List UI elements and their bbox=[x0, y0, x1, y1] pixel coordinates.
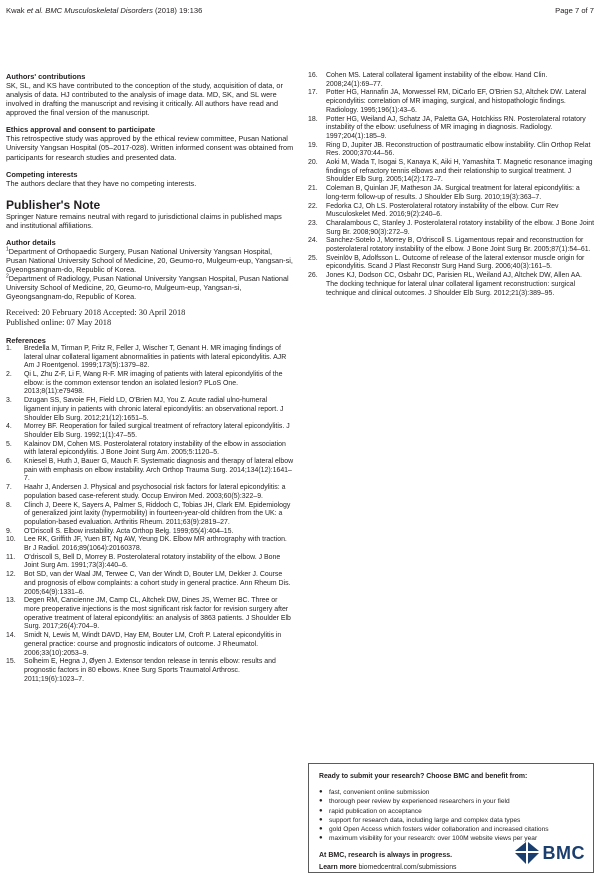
bmc-benefit-text: fast, convenient online submission bbox=[329, 789, 430, 796]
reference-number: 9. bbox=[6, 527, 12, 535]
reference-number: 16. bbox=[308, 72, 318, 79]
reference-number: 26. bbox=[308, 272, 318, 280]
reference-text: O'driscoll S, Bell D, Morrey B. Posterolateral rotatory instability of the elbow. J Bone Joint Surg Am. 1991;73(3):440–6. bbox=[24, 553, 281, 570]
bmc-benefit-item bbox=[319, 797, 585, 806]
bullet-icon: ● bbox=[319, 789, 323, 795]
bmc-learn-more-label: Learn more bbox=[319, 863, 357, 871]
bmc-logo-icon bbox=[514, 841, 540, 865]
reference-item bbox=[6, 397, 294, 423]
reference-number: 8. bbox=[6, 501, 12, 509]
reference-list-right bbox=[308, 72, 594, 298]
reference-text: Kniesel B, Huth J, Bauer G, Mauch F. Systematic diagnosis and therapy of lateral elbow pain with emphasis on elbow instability. Arch Orthop Trauma Surg. 2014;134(12):1641–7. bbox=[24, 458, 294, 483]
bullet-icon: ● bbox=[319, 816, 323, 823]
reference-number: 13. bbox=[6, 597, 16, 605]
reference-item bbox=[6, 371, 294, 397]
reference-item bbox=[6, 345, 294, 371]
reference-item bbox=[308, 272, 594, 298]
reference-number: 17. bbox=[308, 89, 318, 97]
reference-number: 11. bbox=[6, 553, 16, 561]
reference-item bbox=[6, 597, 294, 632]
reference-text: Smidt N, Lewis M, Windt DAVD, Hay EM, Bouter LM, Croft P. Lateral epicondylitis in general practice: course and prognostic indicators of outcome. J Rheumatol. 2006;33(10):2053–9. bbox=[24, 632, 282, 657]
reference-list-left bbox=[6, 345, 294, 684]
bmc-logo-text: BMC bbox=[542, 842, 585, 863]
publisher-heading: Publisher's Note bbox=[6, 197, 101, 212]
ethics-text: This retrospective study was approved by the ethical review committee, Pusan National University Yangsan Hospital (05–2017-028). Written informed consent was obtained from participants for research studies and presented data. bbox=[6, 134, 294, 162]
bmc-benefit-item bbox=[319, 807, 585, 816]
publisher-text: Springer Nature remains neutral with regard to jurisdictional claims in published maps and institutional affiliations. bbox=[6, 211, 282, 230]
header-authors: Kwak bbox=[6, 6, 25, 15]
reference-item bbox=[6, 554, 294, 571]
reference-item bbox=[6, 502, 294, 528]
reference-text: Clinch J, Deere K, Sayers A, Palmer S, Riddoch C, Tobias JH, Clark EM. Epidemiology of generalized joint laxity (hypermobility) in fourteen-year-old children from the UK: a population-based evaluation. Arthritis Rheum. 2011;63(9):2819–27. bbox=[24, 501, 291, 526]
reference-number: 18. bbox=[308, 115, 318, 123]
reference-text: Dzugan SS, Savoie FH, Field LD, O'Brien MJ, You Z. Acute radial ulno-humeral ligament injury in patients with chronic lateral epicondylitis: an observational report. J Shoulder Elb Surg. 2012;21(12):1651–5. bbox=[24, 397, 284, 422]
right-column bbox=[308, 72, 594, 298]
affiliation-1-number: 1 bbox=[6, 246, 9, 253]
reference-number: 12. bbox=[6, 571, 16, 579]
affiliation-2-number: 2 bbox=[6, 273, 9, 280]
reference-number: 23. bbox=[308, 219, 318, 227]
bmc-title: Ready to submit your research? Choose BMC and benefit from: bbox=[319, 773, 528, 780]
affiliation-2-text: Department of Radiology, Pusan National University Yangsan Hospital, Pusan National University School of Medicine, 20, Geumo-ro, Mulgeum-eup, Yangsan-si, Gyeongsangnam-do, Republic of Korea. bbox=[6, 274, 289, 302]
reference-number: 22. bbox=[308, 202, 318, 210]
reference-number: 6. bbox=[6, 458, 12, 466]
reference-text: Aoki M, Wada T, Isogai S, Kanaya K, Aiki H, Yamashita T. Magnetic resonance imaging findings of refractory tennis elbows and their relationship to surgical treatment. J Shoulder Elb Surg. 2005;14(2):172–7. bbox=[326, 159, 593, 184]
reference-text: Degen RM, Cancienne JM, Camp CL, Altchek DW, Dines JS, Werner BC. Three or more preoperative injections is the most significant risk factor for revision surgery after operative treatment of lateral epicondylitis: an analysis of 3863 patients. J Shoulder Elb Surg. 2017;26(4):704–9. bbox=[24, 597, 291, 631]
bmc-benefit-text: gold Open Access which fosters wider collaboration and increased citations bbox=[329, 826, 549, 834]
reference-item bbox=[6, 632, 294, 658]
bmc-learn-more-link[interactable]: biomedcentral.com/submissions bbox=[356, 863, 457, 871]
reference-number: 15. bbox=[6, 658, 16, 666]
bmc-submission-box bbox=[308, 763, 594, 873]
header-journal: et al. BMC Musculoskeletal Disorders bbox=[26, 6, 153, 15]
reference-number: 7. bbox=[6, 484, 12, 492]
reference-text: Haahr J, Andersen J. Physical and psychosocial risk factors for lateral epicondylitis: a population based case-referent study. Occup Environ Med. 2003;60(5):322–9. bbox=[24, 484, 286, 500]
reference-item bbox=[6, 441, 294, 458]
ethics-heading: Ethics approval and consent to participate bbox=[6, 125, 156, 135]
reference-number: 21. bbox=[308, 185, 318, 193]
bmc-benefit-text: support for research data, including large and complex data types bbox=[329, 816, 521, 824]
reference-item bbox=[6, 528, 294, 537]
bullet-icon: ● bbox=[319, 807, 323, 814]
reference-text: Ring D, Jupiter JB. Reconstruction of posttraumatic elbow instability. Clin Orthop Relat Res. 2000;370:44–56. bbox=[326, 141, 591, 158]
reference-number: 10. bbox=[6, 536, 16, 544]
page-number: Page 7 of 7 bbox=[555, 6, 594, 15]
reference-text: Bot SD, van der Waal JM, Terwee C, Van der Windt D, Bouter LM, Dekker J. Course and prognosis of elbow complaints: a cohort study in general practice. Ann Rheum Dis. 2005;64(9):1331–6. bbox=[24, 571, 291, 596]
affiliation-2 bbox=[6, 274, 294, 301]
reference-number: 24. bbox=[308, 237, 318, 245]
references-heading: References bbox=[6, 335, 46, 345]
reference-number: 5. bbox=[6, 440, 12, 448]
reference-text: Potter HG, Hannafin JA, Morwessel RM, DiCarlo EF, O'Brien SJ, Altchek DW. Lateral epicondylitis: correlation of MR imaging, surgical, and histopathologic findings. Radiology. 1995;196(1):43–6. bbox=[326, 89, 587, 114]
reference-text: O'Driscoll S. Elbow instability. Acta Orthop Belg. 1999;65(4):404–15. bbox=[24, 527, 234, 535]
bmc-tagline: At BMC, research is always in progress. bbox=[319, 851, 453, 859]
reference-number: 4. bbox=[6, 423, 12, 431]
reference-item bbox=[6, 458, 294, 484]
received-accepted-dates: Received: 20 February 2018 Accepted: 30 April 2018 bbox=[6, 307, 186, 317]
bullet-icon: ● bbox=[319, 835, 323, 842]
header-year-vol: (2018) 19:136 bbox=[152, 6, 203, 15]
bullet-icon: ● bbox=[319, 798, 323, 805]
reference-item bbox=[308, 72, 594, 89]
competing-text: The authors declare that they have no competing interests. bbox=[6, 178, 197, 188]
affiliation-1 bbox=[6, 247, 294, 274]
reference-text: Fedorka CJ, Oh LS. Posterolateral rotatory instability of the elbow. Curr Rev Musculoskelet Med. 2016;9(2):240–6. bbox=[326, 202, 559, 219]
reference-text: Kalainov DM, Cohen MS. Posterolateral rotatory instability of the elbow in association with lateral epicondylitis. J Bone Joint Surg Am. 2005;5:1120–5. bbox=[24, 440, 286, 457]
reference-number: 14. bbox=[6, 632, 16, 640]
reference-number: 1. bbox=[6, 344, 12, 352]
reference-text: Jones KJ, Dodson CC, Osbahr DC, Parisien RL, Weiland AJ, Altchek DW, Allen AA. The docking technique for lateral ulnar collateral ligament reconstruction: surgical technique and clinical outcomes. J Shoulder Elb Surg. 2012;21(3):389–95. bbox=[326, 272, 582, 297]
reference-item bbox=[308, 142, 594, 159]
author-details-heading: Author details bbox=[6, 237, 56, 247]
published-date: Published online: 07 May 2018 bbox=[6, 317, 112, 327]
reference-text: Sanchez-Sotelo J, Morrey B, O'driscoll S. Ligamentous repair and reconstruction for posterolateral rotatory instability of the elbow. J Bone Joint Surg Br. 2005;87(1):54–61. bbox=[326, 237, 591, 254]
reference-number: 2. bbox=[6, 371, 12, 379]
reference-text: Solheim E, Hegna J, Øyen J. Extensor tendon release in tennis elbow: results and prognostic factors in 80 elbows. Knee Surg Sports Traumatol Arthrosc. 2011;19(6):1023–7. bbox=[24, 658, 276, 683]
reference-item bbox=[6, 484, 294, 501]
reference-item bbox=[6, 423, 294, 440]
bmc-benefit-item bbox=[319, 825, 585, 834]
reference-text: Potter HG, Weiland AJ, Schatz JA, Paletta GA, Hotchkiss RN. Posterolateral rotatory instability of the elbow: usefulness of MR imaging in diagnosis. Radiology. 1997;204(1):185–9. bbox=[326, 115, 586, 140]
reference-text: Sveinlöv B, Adolfsson L. Outcome of release of the lateral extensor muscle origin for epicondylitis. Scand J Plast Reconstr Surg Hand Surg. 2006;40(3):161–5. bbox=[326, 254, 585, 271]
running-header bbox=[6, 6, 202, 15]
contributions-text: SK, SL, and KS have contributed to the conception of the study, acquisition of data, or analysis of data. HJ contributed to the analysis of image data. MD, SK, and SL were involved in drafting the manuscript and revising it critically. All authors have read and approved the final version of the manuscript. bbox=[6, 81, 283, 118]
bmc-benefit-text: maximum visibility for your research: over 100M website views per year bbox=[329, 835, 538, 843]
reference-item bbox=[6, 658, 294, 684]
bmc-benefit-item bbox=[319, 788, 585, 797]
reference-number: 19. bbox=[308, 141, 318, 149]
affiliation-1-text: Department of Orthopaedic Surgery, Pusan National University Yangsan Hospital, Pusan National University School of Medicine, 20, Geumo-ro, Mulgeum-eup, Yangsan-si, Gyeongsangnam-do, Republic of Korea. bbox=[6, 246, 293, 275]
reference-text: Cohen MS. Lateral collateral ligament instability of the elbow. Hand Clin. 2008;24(1):69–77. bbox=[326, 72, 548, 88]
reference-item bbox=[308, 116, 594, 142]
bmc-benefit-item bbox=[319, 816, 585, 825]
contributions-heading: Authors' contributions bbox=[6, 72, 86, 81]
reference-text: Morrey BF. Reoperation for failed surgical treatment of refractory lateral epicondylitis. J Shoulder Elb Surg. 1992;1(1):47–55. bbox=[24, 423, 290, 439]
bullet-icon: ● bbox=[319, 826, 323, 833]
reference-text: Lee RK, Griffith JF, Yuen BT, Ng AW, Yeung DK. Elbow MR arthrography with traction. Br J Radiol. 2016;89(1064):20160378. bbox=[24, 536, 287, 553]
competing-heading: Competing interests bbox=[6, 169, 78, 179]
left-column bbox=[6, 72, 294, 684]
bmc-benefit-list bbox=[319, 788, 585, 844]
reference-item bbox=[308, 89, 594, 115]
bmc-benefit-text: rapid publication on acceptance bbox=[329, 807, 422, 815]
reference-text: Bredella M, Tirman P, Fritz R, Feller J, Wischer T, Genant H. MR imaging findings of lateral ulnar collateral ligament abnormalities in patients with lateral epicondylitis. AJR Am J Roentgenol. 1999;173(5):1379–82. bbox=[24, 344, 287, 370]
reference-text: Qi L, Zhu Z-F, Li F, Wang R-F. MR imaging of patients with lateral epicondylitis of the elbow: is the common extensor tendon an isolated lesion? PLoS One. 2013;8(11):e79498. bbox=[24, 371, 283, 396]
bmc-benefit-text: thorough peer review by experienced researchers in your field bbox=[329, 798, 510, 806]
reference-number: 3. bbox=[6, 397, 12, 405]
reference-item bbox=[308, 159, 594, 185]
reference-item bbox=[308, 255, 594, 272]
reference-text: Coleman B, Quinlan JF, Matheson JA. Surgical treatment for lateral epicondylitis: a long-term follow-up of results. J Shoulder Elb Surg. 2010;19(3):363–7. bbox=[326, 185, 580, 201]
reference-item bbox=[308, 203, 594, 220]
reference-number: 20. bbox=[308, 159, 318, 167]
reference-item bbox=[308, 237, 594, 254]
bmc-logo bbox=[514, 841, 586, 865]
reference-item bbox=[6, 571, 294, 597]
reference-item bbox=[308, 220, 594, 237]
reference-item bbox=[308, 185, 594, 202]
reference-number: 25. bbox=[308, 254, 318, 262]
reference-item bbox=[6, 536, 294, 553]
reference-text: Charalambous C, Stanley J. Posterolateral rotatory instability of the elbow. J Bone Joint Surg Br. 2008;90(3):272–9. bbox=[326, 219, 595, 236]
